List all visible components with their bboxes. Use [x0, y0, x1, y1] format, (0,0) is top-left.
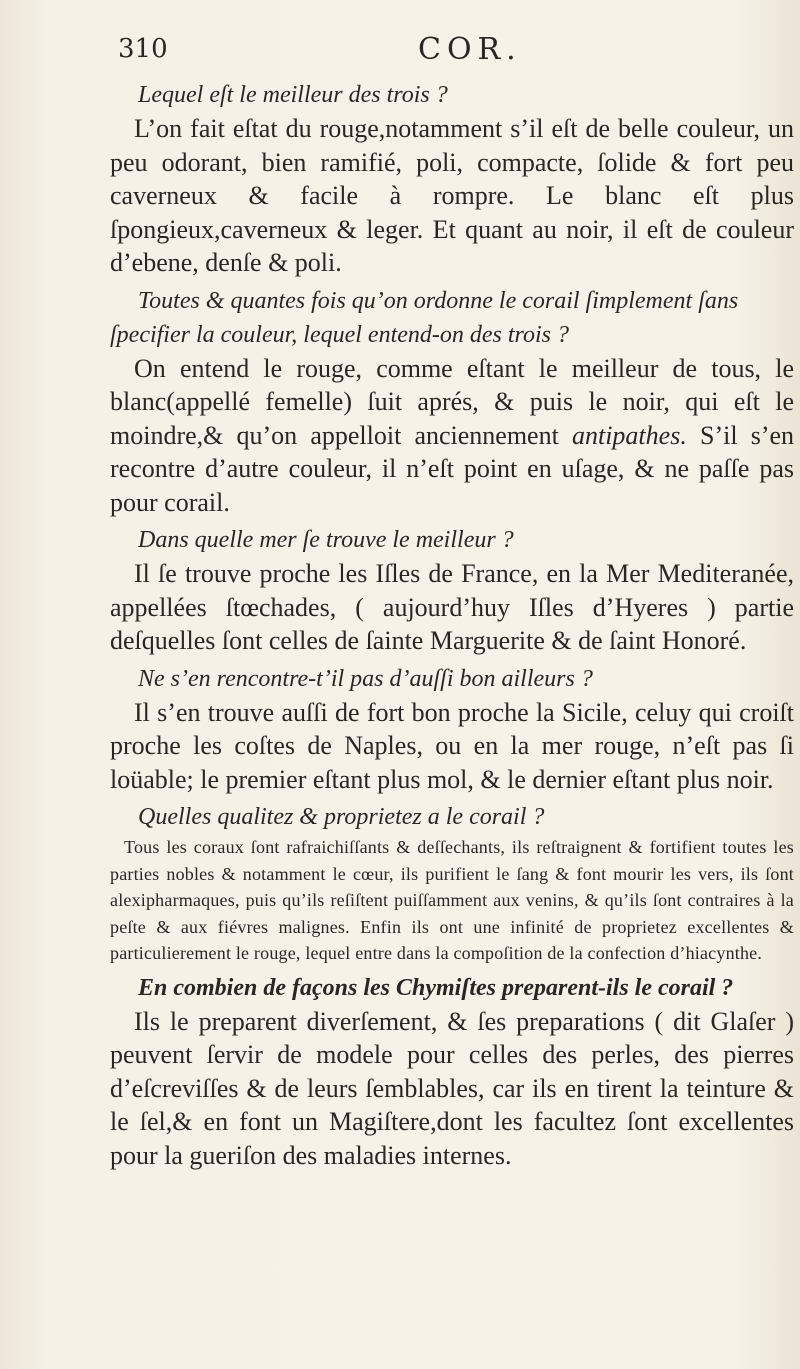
question-heading: En combien de façons les Chymiſtes preparent-ils le corail ? — [138, 974, 734, 1001]
answer-paragraph: Il ſe trouve proche les Iſles de France, en la Mer Mediteranée, appellées ſtœchades, ( aujourd’huy Iſles d’Hyeres ) partie deſquelles ſont celles de ſainte Marguerite & de ſaint Honoré. — [110, 559, 794, 655]
answer-paragraph: Ils le preparent diverſement, & ſes preparations ( dit Glaſer ) peuvent ſervir de modele pour celles des perles, des pierres d’eſcreviſſes & de leurs ſemblables, car ils en tirent la teinture & le ſel,& en font un Magiſtere,dont les facultez ſont excellentes pour la gueriſon des maladies internes. — [110, 1006, 794, 1170]
answer-paragraph: Il s’en trouve auſſi de fort bon proche la Sicile, celuy qui croiſt proche les coſtes de Naples, ou en la mer rouge, n’eſt pas ſi loüable; le premier eſtant plus mol, & le dernier eſtant plus noir. — [110, 697, 794, 794]
page-number: 310 — [118, 34, 168, 64]
question-heading: Ne s’en rencontre-t’il pas d’auſſi bon ailleurs ? — [138, 665, 593, 692]
answer-paragraph: L’on fait eſtat du rouge,notamment s’il eſt de belle couleur, un peu odorant, bien ramifié, poli, compacte, ſolide & fort peu caverneux & facile à rompre. Le blanc eſt plus ſpongieux,caverneux & leger. Et quant au noir, il eſt de couleur d’ebene, denſe & poli. — [110, 114, 794, 277]
text-block — [110, 74, 794, 1172]
page-header — [118, 32, 718, 72]
question-heading: Quelles qualitez & proprietez a le corail ? — [138, 804, 545, 830]
answer-paragraph — [110, 352, 794, 520]
question-heading: Lequel eſt le meilleur des trois ? — [138, 82, 448, 108]
answer-text: On entend le rouge, comme eſtant le meilleur de tous, le blanc(appellé femelle) ſuit aprés, & puis le noir, qui eſt le moindre,& qu’on appelloit anciennement — [110, 353, 794, 450]
question-heading: Toutes & quantes fois qu’on ordonne le corail ſimplement ſans ſpecifier la couleur, lequel entend-on des trois ? — [110, 287, 739, 348]
antipathes-term: antipathes. — [571, 420, 687, 450]
answer-text: S’il s’en recontre d’autre couleur, il n’eſt point en uſage, & ne paſſe pas pour corail. — [110, 420, 795, 517]
answer-paragraph: Tous les coraux ſont rafraichiſſants & deſſechants, ils reſtraignent & fortifient toutes les parties nobles & notamment le cœur, ils purifient le ſang & font mourir les vers, ils ſont alexipharmaques, puis qu’ils reſiſtent puiſſamment aux venins, & qu’ils ſont contraires à la peſte & aux fiévres malignes. Enfin ils ont une infinité de proprietez excellentes & particulierement le rouge, lequel entre dans la compoſition de la confection d’hiacynthe. — [110, 837, 794, 963]
question-heading: Dans quelle mer ſe trouve le meilleur ? — [138, 527, 514, 553]
running-head: COR. — [418, 32, 522, 67]
